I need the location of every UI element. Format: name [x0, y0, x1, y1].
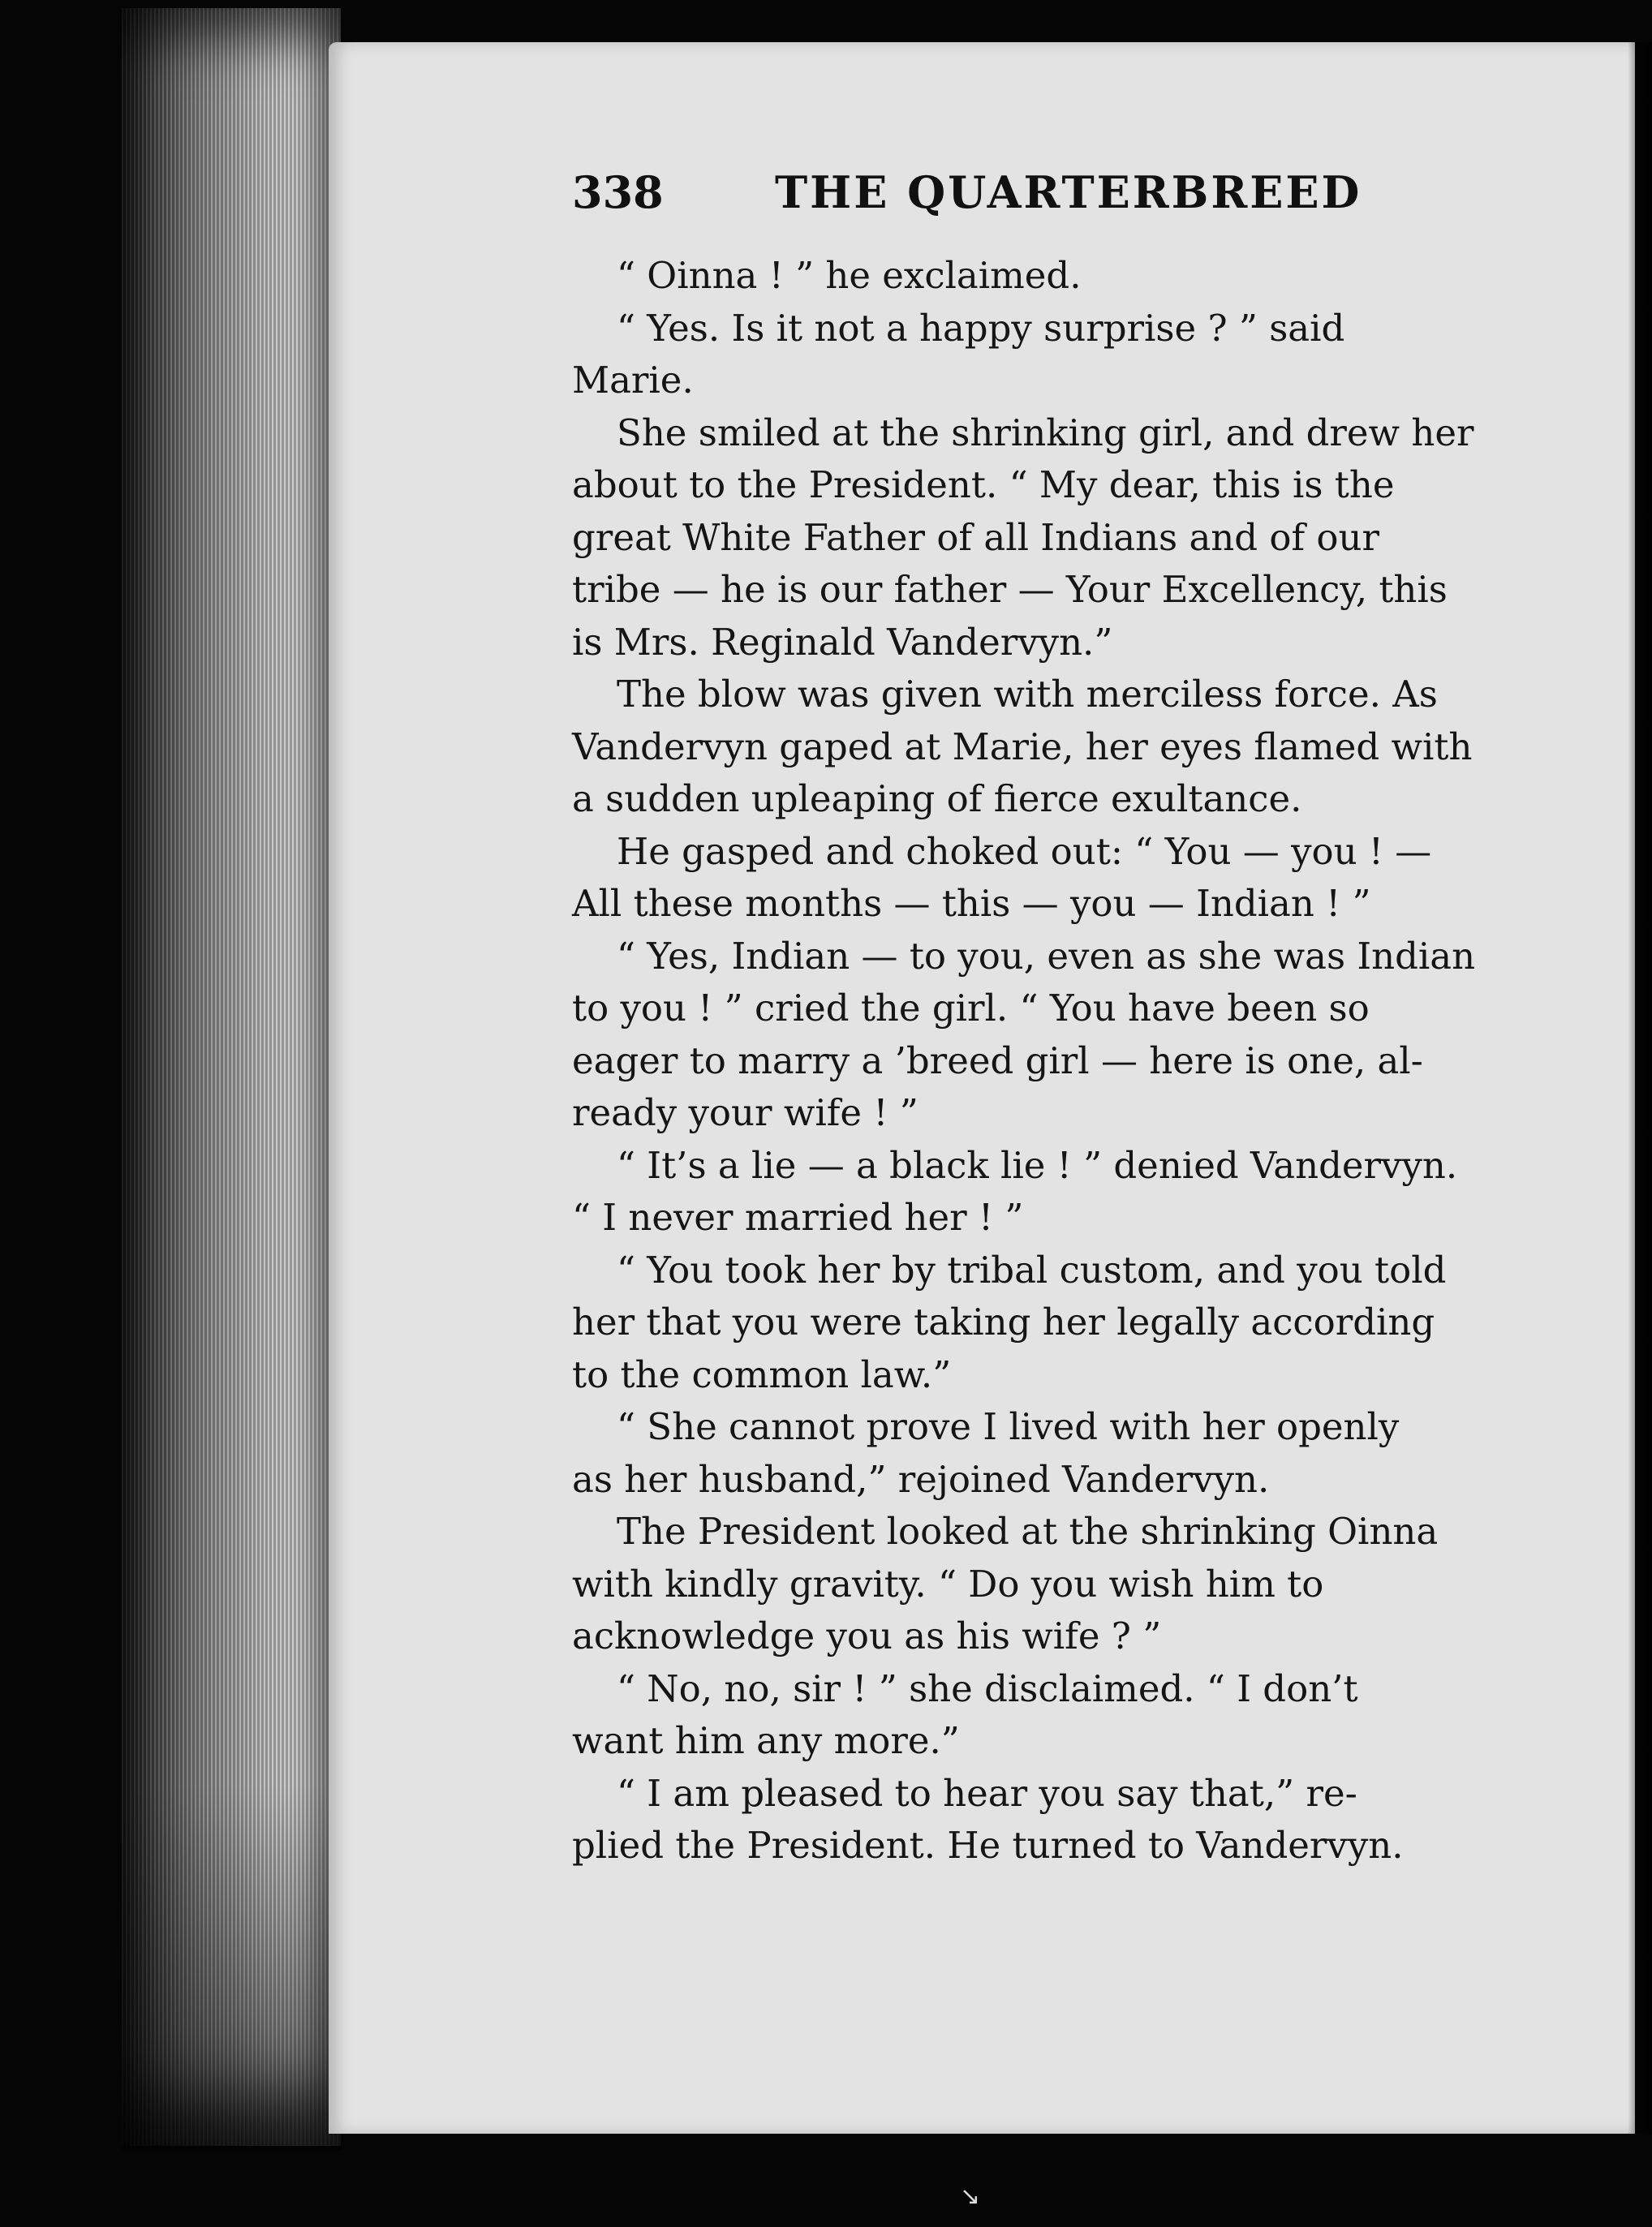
paragraph: “ I am pleased to hear you say that,” re- plied the President. He turned to Vandervyn. — [572, 1771, 1404, 1867]
paragraph: He gasped and choked out: “ You — you ! — All these months — this — you — Indian ! ” — [572, 829, 1432, 925]
paragraph: “ It’s a lie — a black lie ! ” denied Vandervyn. “ I never married her ! ” — [572, 1143, 1458, 1239]
paragraph: She smiled at the shrinking girl, and drew her about to the President. “ My dear, this is the great White Father of all Indians and of our tribe — he is our father — Your Excellency, this is Mrs. Reginald Vandervyn.” — [572, 411, 1474, 664]
paragraph: “ No, no, sir ! ” she disclaimed. “ I don’t want him any more.” — [572, 1666, 1358, 1762]
paragraph: “ She cannot prove I lived with her openly as her husband,” rejoined Vandervyn. — [572, 1405, 1400, 1501]
running-title: THE QUARTERBREED — [775, 166, 1362, 218]
paragraph: The blow was given with merciless force. As Vandervyn gaped at Marie, her eyes flamed with a sudden upleaping of fierce exultance. — [572, 673, 1473, 820]
scan-artifact-mark: ↘ — [960, 2182, 981, 2211]
paragraph: The President looked at the shrinking Oinna with kindly gravity. “ Do you wish him to acknowledge you as his wife ? ” — [572, 1510, 1439, 1657]
page-number: 338 — [572, 166, 664, 218]
body-text — [572, 250, 1578, 1872]
page-edges-shadow — [122, 1785, 341, 2150]
paragraph: “ Oinna ! ” he exclaimed. — [617, 254, 1082, 297]
paragraph: “ You took her by tribal custom, and you told her that you were taking her legally according to the common law.” — [572, 1248, 1447, 1396]
paragraph: “ Yes. Is it not a happy surprise ? ” said Marie. — [572, 306, 1345, 402]
paragraph: “ Yes, Indian — to you, even as she was Indian to you ! ” cried the girl. “ You have been so eager to marry a ’breed girl — here is one, al- ready your wife ! ” — [572, 934, 1476, 1134]
page-right-edge-shadow — [1628, 42, 1652, 2134]
running-header — [572, 166, 1383, 218]
